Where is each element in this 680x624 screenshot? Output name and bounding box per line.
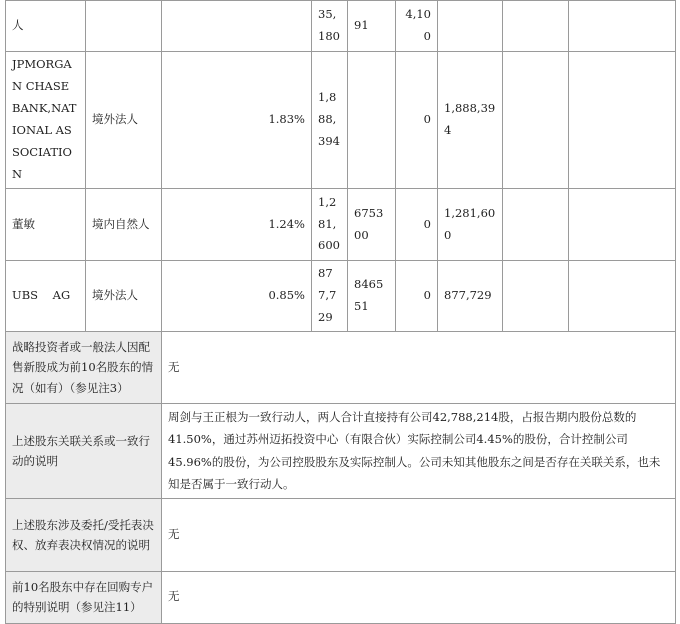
note-value: 无 [162, 498, 676, 571]
empty-cell [503, 189, 569, 261]
unlimited-shares: 1,888,394 [438, 52, 503, 189]
shareholder-table [5, 0, 676, 624]
limited-shares: 0 [396, 189, 438, 261]
total-shares: 877,729 [312, 261, 348, 332]
holding-ratio: 0.85% [162, 261, 312, 332]
unlimited-shares [438, 1, 503, 52]
note-value: 无 [162, 332, 676, 404]
holding-ratio: 1.24% [162, 189, 312, 261]
total-shares: 1,281,600 [312, 189, 348, 261]
limited-shares: 4,100 [396, 1, 438, 52]
shareholder-nature: 境内自然人 [86, 189, 162, 261]
shareholder-nature: 境外法人 [86, 261, 162, 332]
table-row [6, 189, 676, 261]
empty-cell [503, 1, 569, 52]
note-label: 上述股东关联关系或一致行动的说明 [6, 404, 162, 499]
shareholder-name: 董敏 [6, 189, 86, 261]
note-value: 无 [162, 571, 676, 623]
table-row [6, 261, 676, 332]
total-shares: 1,888,394 [312, 52, 348, 189]
note-value: 周剑与王正根为一致行动人，两人合计直接持有公司42,788,214股，占报告期内股份总数的41.50%，通过苏州迈拓投资中心（有限合伙）实际控制公司4.45%的股份，合计控制公司45.96%的股份，为公司控股股东及实际控制人。公司未知其他股东之间是否存在关联关系，也未知是否属于一致行动人。 [162, 404, 676, 499]
empty-cell [569, 189, 676, 261]
empty-cell [503, 52, 569, 189]
note-row [6, 332, 676, 404]
shareholder-name: 人 [6, 1, 86, 52]
limited-shares: 0 [396, 261, 438, 332]
limited-shares: 0 [396, 52, 438, 189]
empty-cell [569, 52, 676, 189]
note-row [6, 404, 676, 499]
shareholder-name: UBS AG [6, 261, 86, 332]
note-row [6, 571, 676, 623]
total-shares: 35,180 [312, 1, 348, 52]
shareholder-nature [86, 1, 162, 52]
empty-cell [569, 1, 676, 52]
note-label: 前10名股东中存在回购专户的特别说明（参见注11） [6, 571, 162, 623]
holding-ratio [162, 1, 312, 52]
note-label: 战略投资者或一般法人因配售新股成为前10名股东的情况（如有）（参见注3） [6, 332, 162, 404]
empty-cell [569, 261, 676, 332]
unlimited-shares: 877,729 [438, 261, 503, 332]
change-shares: 91 [348, 1, 396, 52]
table-row [6, 52, 676, 189]
shareholder-nature: 境外法人 [86, 52, 162, 189]
holding-ratio: 1.83% [162, 52, 312, 189]
table-row [6, 1, 676, 52]
shareholder-name: JPMORGAN CHASE BANK,NATIONAL ASSOCIATION [6, 52, 86, 189]
note-label: 上述股东涉及委托/受托表决权、放弃表决权情况的说明 [6, 498, 162, 571]
note-row [6, 498, 676, 571]
change-shares: 846551 [348, 261, 396, 332]
change-shares [348, 52, 396, 189]
unlimited-shares: 1,281,600 [438, 189, 503, 261]
empty-cell [503, 261, 569, 332]
change-shares: 675300 [348, 189, 396, 261]
